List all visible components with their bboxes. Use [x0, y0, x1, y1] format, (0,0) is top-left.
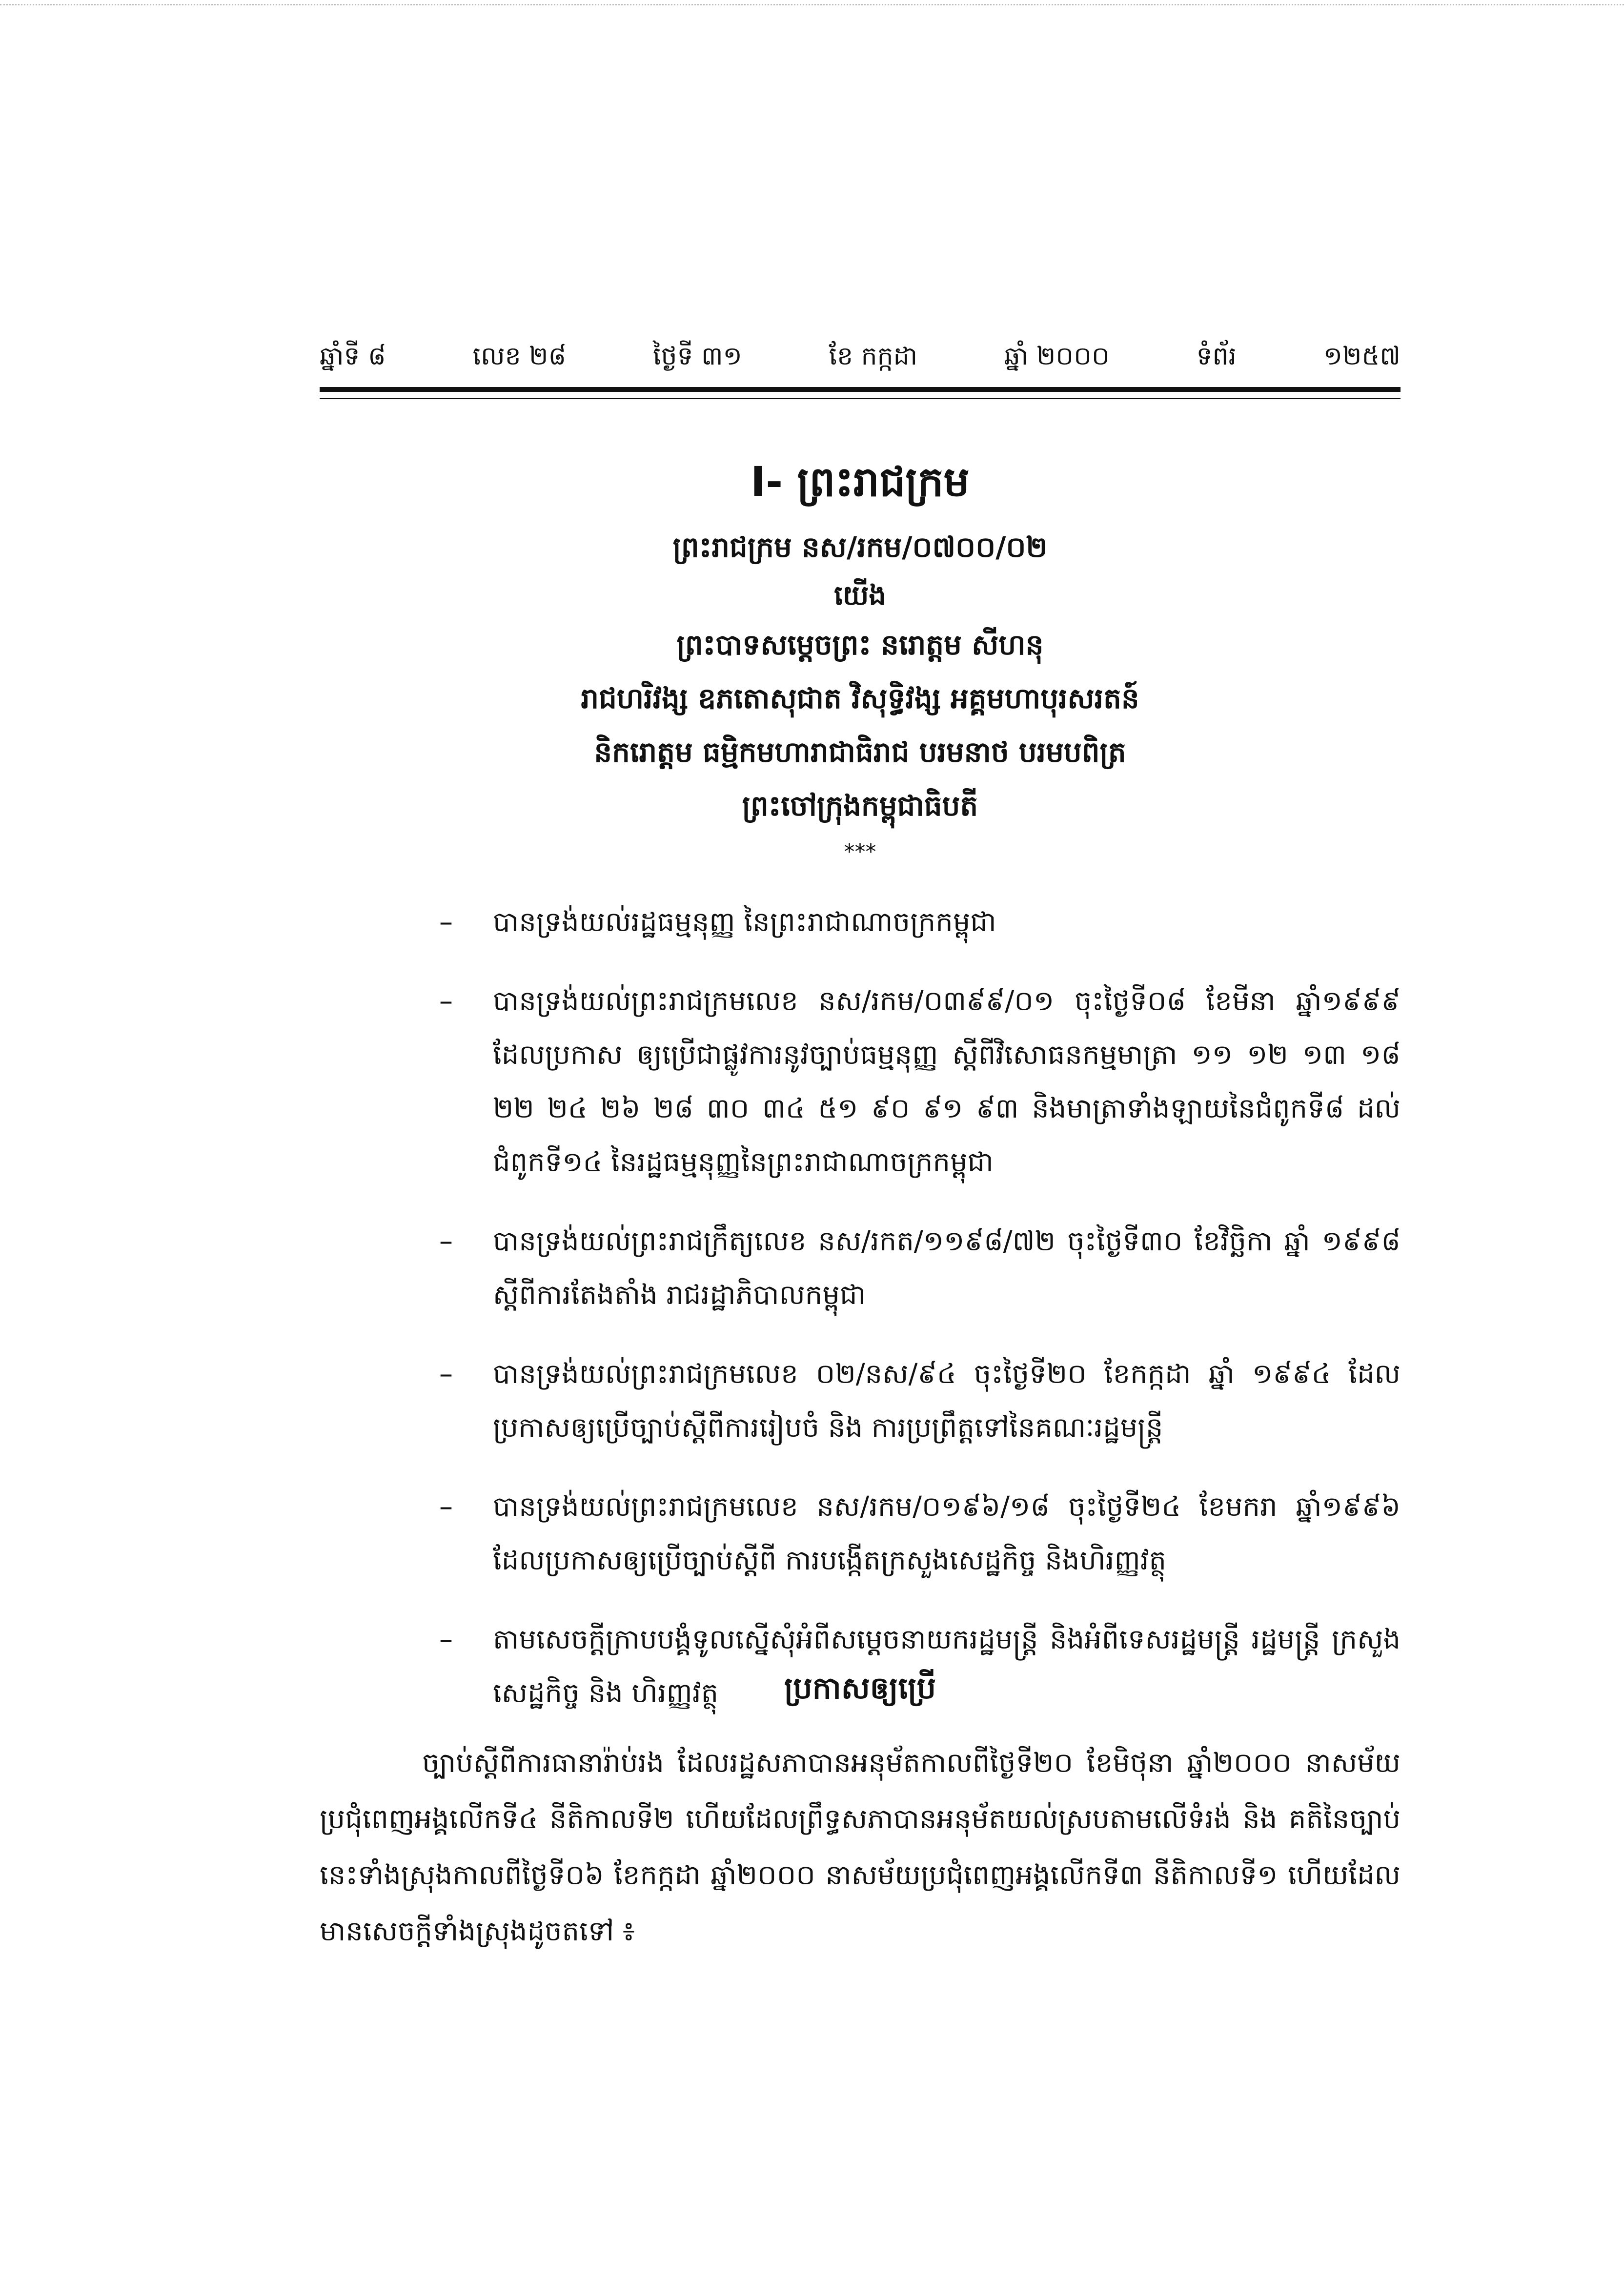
header-year: ឆ្នាំទី ៨ [320, 342, 386, 371]
reference-item [439, 975, 1401, 1189]
header-rule-thick [320, 387, 1401, 392]
reference-text: បានទ្រង់យល់រដ្ឋធម្មនុញ្ញ នៃព្រះរាជាណាចក្រកម្ពុជា [493, 906, 996, 938]
decree-we: យើង [834, 580, 886, 612]
gazette-header [320, 337, 1401, 381]
dash-bullet: – [439, 906, 453, 938]
reference-text: តាមសេចក្តីក្រាបបង្គំទូលស្នើសុំអំពីសម្តេចនាយករដ្ឋមន្ត្រី និងអំពីទេសរដ្ឋមន្ត្រី រដ្ឋមន្ត្រី ក្រសួងសេដ្ឋកិច្ច និង ហិរញ្ញវត្ថុ [493, 1624, 1401, 1709]
references-list [439, 896, 1401, 1746]
header-page-number: ១២៥៧ [1323, 342, 1401, 371]
header-month: ខែ កក្កដា [829, 342, 918, 371]
body-paragraph: ច្បាប់ស្តីពីការធានារ៉ាប់រង ដែលរដ្ឋសភាបានអនុម័តកាលពីថ្ងៃទី២០ ខែមិថុនា ឆ្នាំ២០០០ នាសម័យប្រជុំពេញអង្គលើកទី៤ នីតិកាលទី២ ហើយដែលព្រឹទ្ធសភាបានអនុម័តយល់ស្របតាមលើទំរង់ និង គតិនៃច្បាប់នេះទាំងស្រុងកាលពីថ្ងៃទី០៦ ខែកក្កដា ឆ្នាំ២០០០ នាសម័យប្រជុំពេញអង្គលើកទី៣ នីតិកាលទី១ ហើយដែលមានសេចក្តីទាំងស្រុងដូចតទៅ ៖ [320, 1747, 1401, 1947]
dash-bullet: – [439, 1358, 453, 1390]
reference-text: បានទ្រង់យល់ព្រះរាជក្រមលេខ ០២/នស/៩៤ ចុះថ្ងៃទី២០ ខែកក្កដា ឆ្នាំ ១៩៩៤ ដែល ប្រកាសឲ្យប្រើច្បាប់ស្តីពីការរៀបចំ និង ការប្រព្រឹត្តទៅនៃគណៈរដ្ឋមន្ត្រី [493, 1358, 1401, 1444]
header-page-label: ទំព័រ [1196, 342, 1237, 371]
dash-bullet: – [439, 1624, 453, 1655]
promulgate-heading: ប្រកាសឲ្យប្រើ [784, 1670, 936, 1706]
decree-number: ព្រះរាជក្រម នស/រកម/០៧០០/០២ [672, 530, 1048, 564]
king-title-line: ព្រះចៅក្រុងកម្ពុជាធិបតី [742, 789, 978, 822]
header-rule-thin [320, 398, 1401, 399]
separator-stars: *** [844, 839, 876, 864]
king-title-line: និករោត្តម ធម្មិកមហារាជាធិរាជ បរមនាថ បរមបពិត្រ [594, 735, 1126, 769]
header-calendar-year: ឆ្នាំ ២០០០ [1004, 342, 1110, 371]
reference-text: បានទ្រង់យល់ព្រះរាជក្រឹត្យលេខ នស/រកត/១១៩៨/៧២ ចុះថ្ងៃទី៣០ ខែវិច្ឆិកា ឆ្នាំ ១៩៩៨ ស្តីពីការតែងតាំង រាជរដ្ឋាភិបាលកម្ពុជា [493, 1225, 1401, 1311]
dash-bullet: – [439, 1225, 453, 1257]
reference-item [439, 896, 1401, 949]
scan-artifact [0, 4, 1624, 7]
section-title: I- ព្រះរាជក្រម [751, 458, 970, 506]
dash-bullet: – [439, 1491, 453, 1523]
header-issue: លេខ ២៨ [472, 342, 567, 371]
king-title-line: ព្រះបាទសម្តេចព្រះ នរោត្តម សីហនុ [676, 628, 1044, 661]
reference-text: បានទ្រង់យល់ព្រះរាជក្រមលេខ នស/រកម/០៣៩៩/០១ ចុះថ្ងៃទី០៨ ខែមីនា ឆ្នាំ១៩៩៩ ដែលប្រកាស ឲ្យប្រើជាផ្លូវការនូវច្បាប់ធម្មនុញ្ញ ស្តីពីវិសោធនកម្មមាត្រា ១១ ១២ ១៣ ១៨ ២២ ២៤ ២៦ ២៨ ៣០ ៣៤ ៥១ ៩០ ៩១ ៩៣ និងមាត្រាទាំងឡាយនៃជំពូកទី៨ ដល់ជំពូកទី១៤ នៃរដ្ឋធម្មនុញ្ញនៃព្រះរាជាណាចក្រកម្ពុជា [493, 985, 1401, 1178]
reference-item [439, 1215, 1401, 1322]
reference-text: បានទ្រង់យល់ព្រះរាជក្រមលេខ នស/រកម/០១៩៦/១៨ ចុះថ្ងៃទី២៤ ខែមករា ឆ្នាំ១៩៩៦ ដែលប្រកាសឲ្យប្រើច្បាប់ស្តីពី ការបង្កើតក្រសួងសេដ្ឋកិច្ច និងហិរញ្ញវត្ថុ [493, 1491, 1401, 1576]
king-title-line: រាជហរិវង្ស ឧភតោសុជាត វិសុទ្ធិវង្ស អគ្គមហាបុរសរតន៍ [581, 682, 1139, 715]
header-day: ថ្ងៃទី ៣១ [653, 342, 742, 371]
dash-bullet: – [439, 985, 453, 1017]
reference-item [439, 1347, 1401, 1455]
reference-item [439, 1480, 1401, 1588]
